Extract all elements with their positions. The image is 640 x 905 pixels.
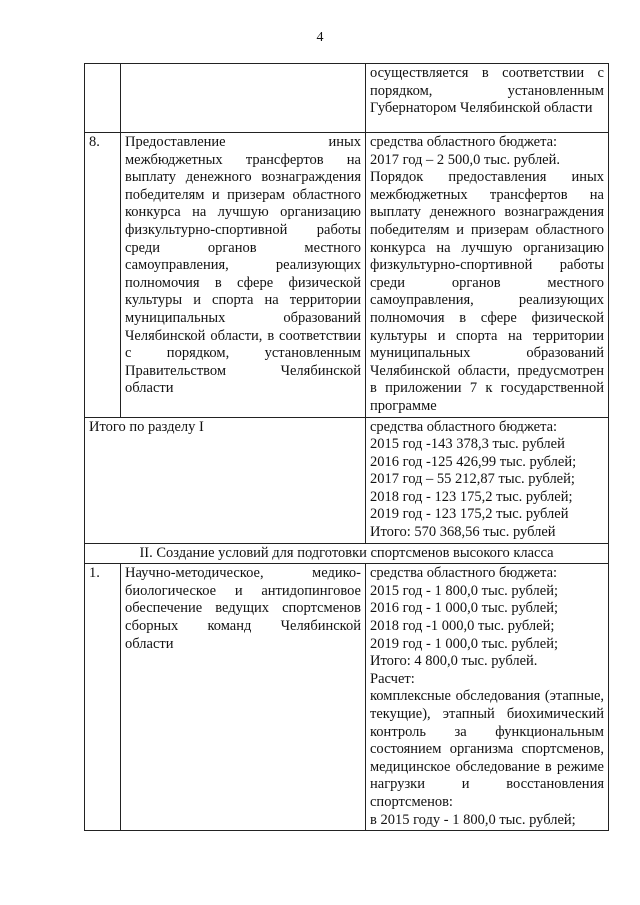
financing-head: средства областного бюджета: xyxy=(370,134,558,150)
financing-description: Порядок предоставления иных межбюджетных трансфертов на выплату денежного вознаграждения победителям и призерам областного конкурса на лучшую организацию физкультурно-спортивной работы среди органов местного самоуправления, реализующих полномочия в сфере физической культуры и спорта на территории муниципальных образований Челябинской области, предусмотрен в приложении 7 к государственной программе xyxy=(370,169,604,414)
table-row-8 xyxy=(85,133,609,418)
table-row-continuation xyxy=(85,64,609,133)
row-number: 8. xyxy=(85,133,121,418)
financing-2016: 2016 год - 1 000,0 тыс. рублей; xyxy=(370,600,558,617)
program-table xyxy=(84,63,609,831)
cell-financing xyxy=(366,133,609,418)
total-label: Итого по разделу I xyxy=(85,417,366,543)
calculation-2015: в 2015 году - 1 800,0 тыс. рублей; xyxy=(370,811,576,828)
financing-2017: 2017 год – 2 500,0 тыс. рублей. xyxy=(370,151,561,168)
financing-2015: 2015 год -143 378,3 тыс. рублей xyxy=(370,436,565,453)
row-number: 1. xyxy=(85,564,121,831)
measure-name: Предоставление иных межбюджетных трансфертов на выплату денежного вознаграждения победителям и призерам областного конкурса на лучшую организацию физкультурно-спортивной работы среди органов местного самоуправления, реализующих полномочия в сфере физической культуры и спорта на территории муниципальных образований Челябинской области, в соответствии с порядком, установленным Правительством Челябинской области xyxy=(125,134,361,397)
measure-name: Научно-методическое, медико-биологическое и антидопинговое обеспечение ведущих спортсменов сборных команд Челябинской области xyxy=(125,565,361,652)
cell-financing xyxy=(366,64,609,133)
table-row-1 xyxy=(85,564,609,831)
financing-2019: 2019 год - 123 175,2 тыс. рублей xyxy=(370,506,569,523)
financing-head: средства областного бюджета: xyxy=(370,565,558,582)
financing-2016: 2016 год -125 426,99 тыс. рублей; xyxy=(370,453,577,470)
table-row-section-heading xyxy=(85,543,609,564)
cell-name xyxy=(121,133,366,418)
section-title: II. Создание условий для подготовки спортсменов высокого класса xyxy=(85,543,609,564)
cell-financing xyxy=(366,417,609,543)
calculation-text: комплексные обследования (этапные, текущие), этапный биохимический контроль за функциональным состоянием организма спортсменов, медицинское обследование в режиме нагрузки и восстановления спортсменов: xyxy=(370,688,604,810)
financing-2017: 2017 год – 55 212,87 тыс. рублей; xyxy=(370,471,575,488)
financing-head: средства областного бюджета: xyxy=(370,418,558,435)
page-number: 4 xyxy=(316,30,324,45)
financing-total: Итого: 570 368,56 тыс. рублей xyxy=(370,524,556,541)
financing-total: Итого: 4 800,0 тыс. рублей. xyxy=(370,653,538,670)
calculation-label: Расчет: xyxy=(370,670,415,687)
financing-2019: 2019 год - 1 000,0 тыс. рублей; xyxy=(370,635,558,652)
table-row-total-section-1 xyxy=(85,417,609,543)
cell-financing xyxy=(366,564,609,831)
financing-2018: 2018 год - 123 175,2 тыс. рублей; xyxy=(370,488,573,505)
cell-name xyxy=(121,564,366,831)
cell-name xyxy=(121,64,366,133)
cell-number xyxy=(85,64,121,133)
financing-2018: 2018 год -1 000,0 тыс. рублей; xyxy=(370,618,555,635)
financing-2015: 2015 год - 1 800,0 тыс. рублей; xyxy=(370,582,558,599)
financing-text: осуществляется в соответствии с порядком, установленным Губернатором Челябинской области xyxy=(370,65,604,117)
